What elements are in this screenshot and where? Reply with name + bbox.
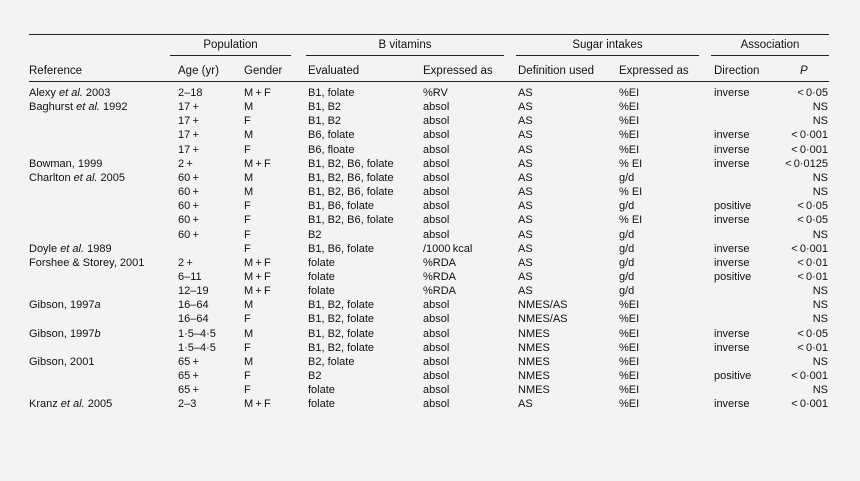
- reference-cell: [29, 355, 94, 369]
- definition-cell: AS: [518, 101, 533, 114]
- reference-cell: [29, 86, 110, 100]
- age-cell: 2–18: [178, 87, 203, 99]
- definition-cell: AS: [518, 228, 533, 241]
- col-header-direction: Direction: [714, 65, 760, 77]
- age-cell: 65 +: [178, 384, 199, 397]
- evaluated-cell: folate: [308, 384, 335, 397]
- gender-cell: M: [244, 129, 254, 142]
- evaluated-cell: B1, B2, folate: [308, 313, 375, 326]
- evaluated-cell: B2, folate: [308, 355, 355, 368]
- group-rule-sugar-intakes: [516, 55, 699, 56]
- definition-cell: AS: [518, 171, 533, 184]
- age-cell: 1·5–4·5: [178, 341, 216, 354]
- p-value-cell: NS: [812, 313, 828, 326]
- vitamin-expressed-cell: absol: [423, 171, 450, 184]
- evaluated-cell: B1, B2, B6, folate: [308, 157, 394, 170]
- age-cell: 60 +: [178, 200, 199, 213]
- evaluated-cell: B1, folate: [308, 87, 355, 99]
- reference-cell: [29, 256, 144, 270]
- direction-cell: inverse: [714, 214, 750, 227]
- age-cell: 6–11: [178, 270, 202, 283]
- gender-cell: F: [244, 228, 251, 241]
- sugar-expressed-cell: %EI: [619, 327, 640, 340]
- reference-cell: [29, 100, 127, 114]
- reference-part: Baghurst: [29, 101, 77, 114]
- col-header-reference: Reference: [29, 65, 83, 77]
- direction-cell: inverse: [714, 157, 750, 170]
- p-value-cell: < 0·01: [797, 256, 828, 269]
- vitamin-expressed-cell: absol: [423, 313, 450, 326]
- gender-cell: M + F: [244, 398, 271, 411]
- header-bottom-rule: [29, 81, 829, 82]
- sugar-expressed-cell: %EI: [619, 313, 640, 326]
- age-cell: 16–64: [178, 313, 209, 326]
- col-header-evaluated: Evaluated: [308, 65, 360, 77]
- sugar-expressed-cell: g/d: [619, 256, 635, 269]
- p-value-cell: < 0·01: [797, 270, 828, 283]
- definition-cell: AS: [518, 270, 533, 283]
- gender-cell: F: [244, 200, 251, 213]
- direction-cell: positive: [714, 270, 752, 283]
- col-header-expressed-vitamins: Expressed as: [423, 65, 493, 77]
- direction-cell: inverse: [714, 327, 750, 340]
- vitamin-expressed-cell: absol: [423, 186, 450, 199]
- age-cell: 65 +: [178, 370, 199, 382]
- age-cell: 12–19: [178, 285, 209, 298]
- reference-part: a: [94, 299, 101, 312]
- evaluated-cell: B1, B2, B6, folate: [308, 214, 394, 227]
- vitamin-expressed-cell: absol: [423, 384, 450, 397]
- reference-part: Gibson, 1997: [29, 299, 95, 312]
- gender-cell: F: [244, 115, 251, 128]
- vitamin-expressed-cell: absol: [423, 398, 450, 411]
- direction-cell: inverse: [714, 398, 750, 411]
- gender-cell: F: [244, 214, 251, 227]
- direction-cell: inverse: [714, 341, 750, 354]
- age-cell: 1·5–4·5: [178, 327, 216, 340]
- gender-cell: F: [244, 143, 251, 156]
- gender-cell: M: [244, 299, 254, 312]
- definition-cell: NMES: [518, 327, 550, 340]
- vitamin-expressed-cell: absol: [423, 214, 450, 227]
- evaluated-cell: B1, B2, B6, folate: [308, 171, 394, 184]
- reference-part: et al.: [76, 101, 100, 114]
- direction-cell: inverse: [714, 242, 750, 255]
- age-cell: 60 +: [178, 171, 199, 184]
- p-value-cell: NS: [812, 186, 828, 199]
- vitamin-expressed-cell: absol: [423, 129, 450, 142]
- gender-cell: M: [244, 327, 254, 340]
- reference-cell: [29, 242, 112, 256]
- p-value-cell: < 0·01: [797, 341, 828, 354]
- reference-part: 1989: [84, 242, 112, 255]
- age-cell: 60 +: [178, 214, 199, 227]
- definition-cell: NMES: [518, 341, 550, 354]
- p-value-cell: NS: [812, 384, 828, 397]
- evaluated-cell: folate: [308, 270, 335, 283]
- sugar-expressed-cell: g/d: [619, 242, 635, 255]
- sugar-expressed-cell: g/d: [619, 200, 635, 213]
- age-cell: 60 +: [178, 228, 199, 241]
- sugar-expressed-cell: g/d: [619, 270, 635, 283]
- reference-part: et al.: [60, 242, 85, 255]
- vitamin-expressed-cell: absol: [423, 370, 450, 382]
- gender-cell: M + F: [244, 285, 271, 298]
- age-cell: 65 +: [178, 355, 199, 368]
- top-rule: [29, 34, 829, 35]
- direction-cell: inverse: [714, 143, 750, 156]
- p-value-cell: < 0·001: [791, 242, 828, 255]
- vitamin-expressed-cell: %RV: [423, 87, 448, 99]
- sugar-expressed-cell: %EI: [619, 143, 640, 156]
- group-rule-b-vitamins: [306, 55, 504, 56]
- p-value-cell: NS: [812, 355, 828, 368]
- sugar-expressed-cell: %EI: [619, 355, 640, 368]
- evaluated-cell: B6, folate: [308, 129, 355, 142]
- p-value-cell: NS: [812, 285, 828, 298]
- age-cell: 17 +: [178, 115, 199, 128]
- reference-cell: [29, 157, 102, 171]
- group-rule-association: [711, 55, 829, 56]
- age-cell: 17 +: [178, 101, 199, 114]
- evaluated-cell: B1, B6, folate: [308, 242, 375, 255]
- gender-cell: F: [244, 370, 251, 382]
- gender-cell: F: [244, 242, 251, 255]
- p-value-cell: < 0·05: [797, 87, 828, 99]
- group-rule-population: [170, 55, 291, 56]
- evaluated-cell: folate: [308, 256, 335, 269]
- age-cell: 2 +: [178, 256, 193, 269]
- direction-cell: inverse: [714, 129, 750, 142]
- col-header-gender: Gender: [244, 65, 283, 77]
- evaluated-cell: B1, B2: [308, 115, 342, 128]
- sugar-expressed-cell: %EI: [619, 398, 640, 411]
- vitamin-expressed-cell: %RDA: [423, 256, 457, 269]
- direction-cell: inverse: [714, 256, 750, 269]
- age-cell: 2 +: [178, 157, 193, 170]
- gender-cell: M + F: [244, 256, 271, 269]
- p-value-cell: NS: [812, 299, 828, 312]
- evaluated-cell: folate: [308, 398, 335, 411]
- reference-cell: [29, 171, 125, 185]
- reference-part: Bowman, 1999: [29, 157, 103, 170]
- evaluated-cell: folate: [308, 285, 335, 298]
- p-value-cell: < 0·0125: [785, 157, 828, 170]
- definition-cell: AS: [518, 285, 533, 298]
- reference-cell: [29, 298, 101, 312]
- sugar-expressed-cell: %EI: [619, 129, 640, 142]
- reference-part: 1992: [99, 101, 128, 114]
- sugar-expressed-cell: %EI: [619, 87, 640, 99]
- sugar-expressed-cell: % EI: [619, 214, 643, 227]
- p-value-cell: NS: [812, 101, 828, 114]
- definition-cell: AS: [518, 87, 533, 99]
- sugar-expressed-cell: g/d: [619, 171, 635, 184]
- vitamin-expressed-cell: absol: [423, 157, 450, 170]
- reference-part: Gibson, 2001: [29, 355, 95, 368]
- group-header-b-vitamins: B vitamins: [378, 39, 432, 51]
- sugar-expressed-cell: % EI: [619, 186, 643, 199]
- definition-cell: NMES/AS: [518, 299, 568, 312]
- reference-part: 2003: [82, 87, 111, 99]
- sugar-expressed-cell: %EI: [619, 384, 640, 397]
- gender-cell: F: [244, 341, 251, 354]
- vitamin-expressed-cell: absol: [423, 143, 450, 156]
- vitamin-expressed-cell: /1000 kcal: [423, 242, 473, 255]
- gender-cell: M + F: [244, 157, 271, 170]
- definition-cell: AS: [518, 143, 533, 156]
- sugar-expressed-cell: %EI: [619, 341, 640, 354]
- definition-cell: NMES: [518, 370, 550, 382]
- vitamin-expressed-cell: absol: [423, 115, 450, 128]
- p-value-cell: < 0·001: [791, 370, 828, 382]
- reference-cell: [29, 397, 112, 411]
- col-header-definition: Definition used: [518, 65, 595, 77]
- age-cell: 2–3: [178, 398, 197, 411]
- p-value-cell: < 0·001: [791, 398, 828, 411]
- p-value-cell: < 0·05: [797, 214, 828, 227]
- vitamin-expressed-cell: absol: [423, 101, 450, 114]
- p-value-cell: < 0·001: [791, 129, 828, 142]
- definition-cell: AS: [518, 115, 533, 128]
- reference-part: 2005: [97, 171, 126, 184]
- gender-cell: F: [244, 313, 251, 326]
- col-header-p: P: [800, 65, 808, 77]
- gender-cell: M: [244, 355, 254, 368]
- vitamin-expressed-cell: %RDA: [423, 285, 457, 298]
- group-header-association: Association: [740, 39, 800, 51]
- gender-cell: M: [244, 186, 254, 199]
- age-cell: 17 +: [178, 143, 199, 156]
- gender-cell: F: [244, 384, 251, 397]
- vitamin-expressed-cell: absol: [423, 299, 450, 312]
- sugar-expressed-cell: %EI: [619, 370, 640, 382]
- direction-cell: inverse: [714, 87, 750, 99]
- col-header-expressed-sugar: Expressed as: [619, 65, 689, 77]
- definition-cell: AS: [518, 186, 533, 199]
- definition-cell: AS: [518, 200, 533, 213]
- evaluated-cell: B1, B6, folate: [308, 200, 375, 213]
- p-value-cell: NS: [812, 228, 828, 241]
- p-value-cell: < 0·05: [797, 327, 828, 340]
- definition-cell: NMES: [518, 355, 550, 368]
- gender-cell: M + F: [244, 87, 271, 99]
- sugar-expressed-cell: %EI: [619, 299, 640, 312]
- sugar-expressed-cell: g/d: [619, 285, 635, 298]
- definition-cell: AS: [518, 129, 533, 142]
- evaluated-cell: B1, B2: [308, 101, 342, 114]
- reference-part: Gibson, 1997: [29, 327, 95, 340]
- vitamin-expressed-cell: absol: [423, 355, 450, 368]
- evaluated-cell: B1, B2, folate: [308, 299, 375, 312]
- reference-part: Kranz: [29, 398, 61, 411]
- definition-cell: AS: [518, 214, 533, 227]
- vitamin-expressed-cell: absol: [423, 200, 450, 213]
- reference-part: Alexy: [29, 87, 59, 99]
- reference-part: et al.: [60, 398, 85, 411]
- reference-part: Doyle: [29, 242, 61, 255]
- definition-cell: NMES: [518, 384, 550, 397]
- p-value-cell: < 0·05: [797, 200, 828, 213]
- vitamin-expressed-cell: absol: [423, 228, 450, 241]
- reference-part: 2005: [84, 398, 113, 411]
- age-cell: 17 +: [178, 129, 199, 142]
- reference-cell: [29, 327, 101, 341]
- evaluated-cell: B1, B2, folate: [308, 341, 375, 354]
- sugar-expressed-cell: %EI: [619, 101, 640, 114]
- sugar-expressed-cell: % EI: [619, 157, 643, 170]
- gender-cell: M: [244, 171, 254, 184]
- definition-cell: AS: [518, 157, 533, 170]
- evaluated-cell: B2: [308, 370, 322, 382]
- evaluated-cell: B1, B2, B6, folate: [308, 186, 394, 199]
- p-value-cell: NS: [812, 171, 828, 184]
- direction-cell: positive: [714, 200, 752, 213]
- reference-part: Forshee & Storey, 2001: [29, 256, 145, 269]
- gender-cell: M + F: [244, 270, 271, 283]
- definition-cell: AS: [518, 242, 533, 255]
- definition-cell: NMES/AS: [518, 313, 568, 326]
- direction-cell: positive: [714, 370, 752, 382]
- group-header-sugar-intakes: Sugar intakes: [572, 39, 643, 51]
- definition-cell: AS: [518, 398, 533, 411]
- age-cell: 60 +: [178, 186, 199, 199]
- vitamin-expressed-cell: %RDA: [423, 270, 457, 283]
- p-value-cell: < 0·001: [791, 143, 828, 156]
- definition-cell: AS: [518, 256, 533, 269]
- p-value-cell: NS: [812, 115, 828, 128]
- reference-part: b: [94, 327, 101, 340]
- evaluated-cell: B1, B2, folate: [308, 327, 375, 340]
- evaluated-cell: B6, floate: [308, 143, 355, 156]
- gender-cell: M: [244, 101, 254, 114]
- vitamin-expressed-cell: absol: [423, 341, 450, 354]
- sugar-expressed-cell: g/d: [619, 228, 635, 241]
- reference-part: Charlton: [29, 171, 74, 184]
- evaluated-cell: B2: [308, 228, 322, 241]
- reference-part: et al.: [58, 87, 83, 99]
- sugar-expressed-cell: %EI: [619, 115, 640, 128]
- group-header-population: Population: [203, 39, 258, 51]
- col-header-age: Age (yr): [178, 65, 219, 77]
- age-cell: 16–64: [178, 299, 209, 312]
- reference-part: et al.: [73, 171, 98, 184]
- vitamin-expressed-cell: absol: [423, 327, 450, 340]
